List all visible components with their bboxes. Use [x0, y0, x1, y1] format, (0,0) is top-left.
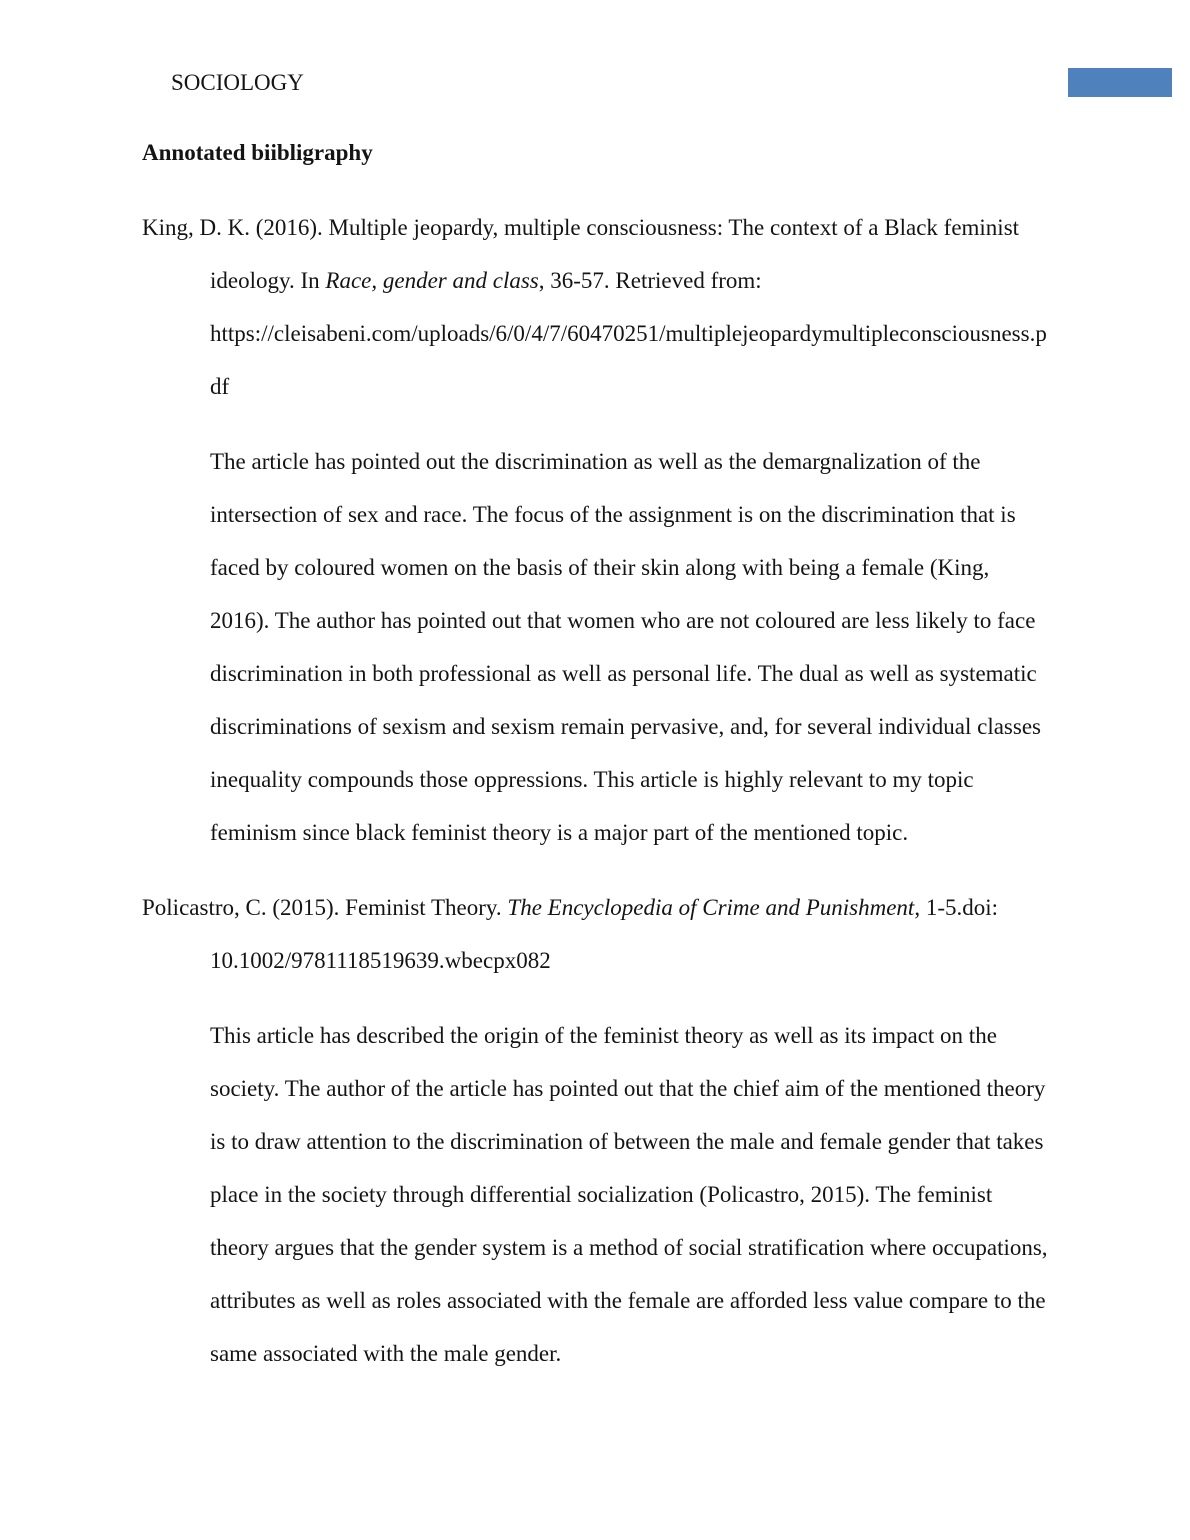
citation-1-text-after-italic: , 36-57. Retrieved from: https://cleisabeni.com/uploads/6/0/4/7/60470251/multiplejeopardymultipleconsciousness.pdf: [210, 268, 1047, 399]
citation-entry-1: [142, 201, 1050, 413]
citation-2-text-before-italic: Policastro, C. (2015). Feminist Theory.: [142, 895, 508, 920]
document-body: [142, 126, 1050, 1402]
citation-1-text-before-italic: King, D. K. (2016). Multiple jeopardy, multiple consciousness: The context of a Black feminist ideology. In: [142, 215, 1020, 293]
annotation-paragraph-2: This article has described the origin of the feminist theory as well as its impact on the society. The author of the article has pointed out that the chief aim of the mentioned theory is to draw attention to the discrimination of between the male and female gender that takes place in the society through differential socialization (Policastro, 2015). The feminist theory argues that the gender system is a method of social stratification where occupations, attributes as well as roles associated with the female are afforded less value compare to the same associated with the male gender.: [210, 1023, 1048, 1366]
citation-2-italic-source-title: The Encyclopedia of Crime and Punishment: [507, 895, 915, 920]
annotation-paragraph-1: The article has pointed out the discrimination as well as the demargnalization of the intersection of sex and race. The focus of the assignment is on the discrimination that is faced by coloured women on the basis of their skin along with being a female (King, 2016). The author has pointed out that women who are not coloured are less likely to face discrimination in both professional as well as personal life. The dual as well as systematic discriminations of sexism and sexism remain pervasive, and, for several individual classes inequality compounds those oppressions. This article is highly relevant to my topic feminism since black feminist theory is a major part of the mentioned topic.: [210, 449, 1041, 845]
running-head-title: SOCIOLOGY: [171, 70, 304, 95]
document-title: Annotated biibligraphy: [142, 140, 373, 165]
citation-1-italic-source-title: Race, gender and class: [325, 268, 539, 293]
citation-2-text-after-italic: , 1-5.doi: 10.1002/9781118519639.wbecpx082: [210, 895, 999, 973]
page-header: [0, 68, 1190, 97]
page-number-highlight: [1068, 68, 1172, 97]
citation-entry-2: [142, 881, 1050, 987]
